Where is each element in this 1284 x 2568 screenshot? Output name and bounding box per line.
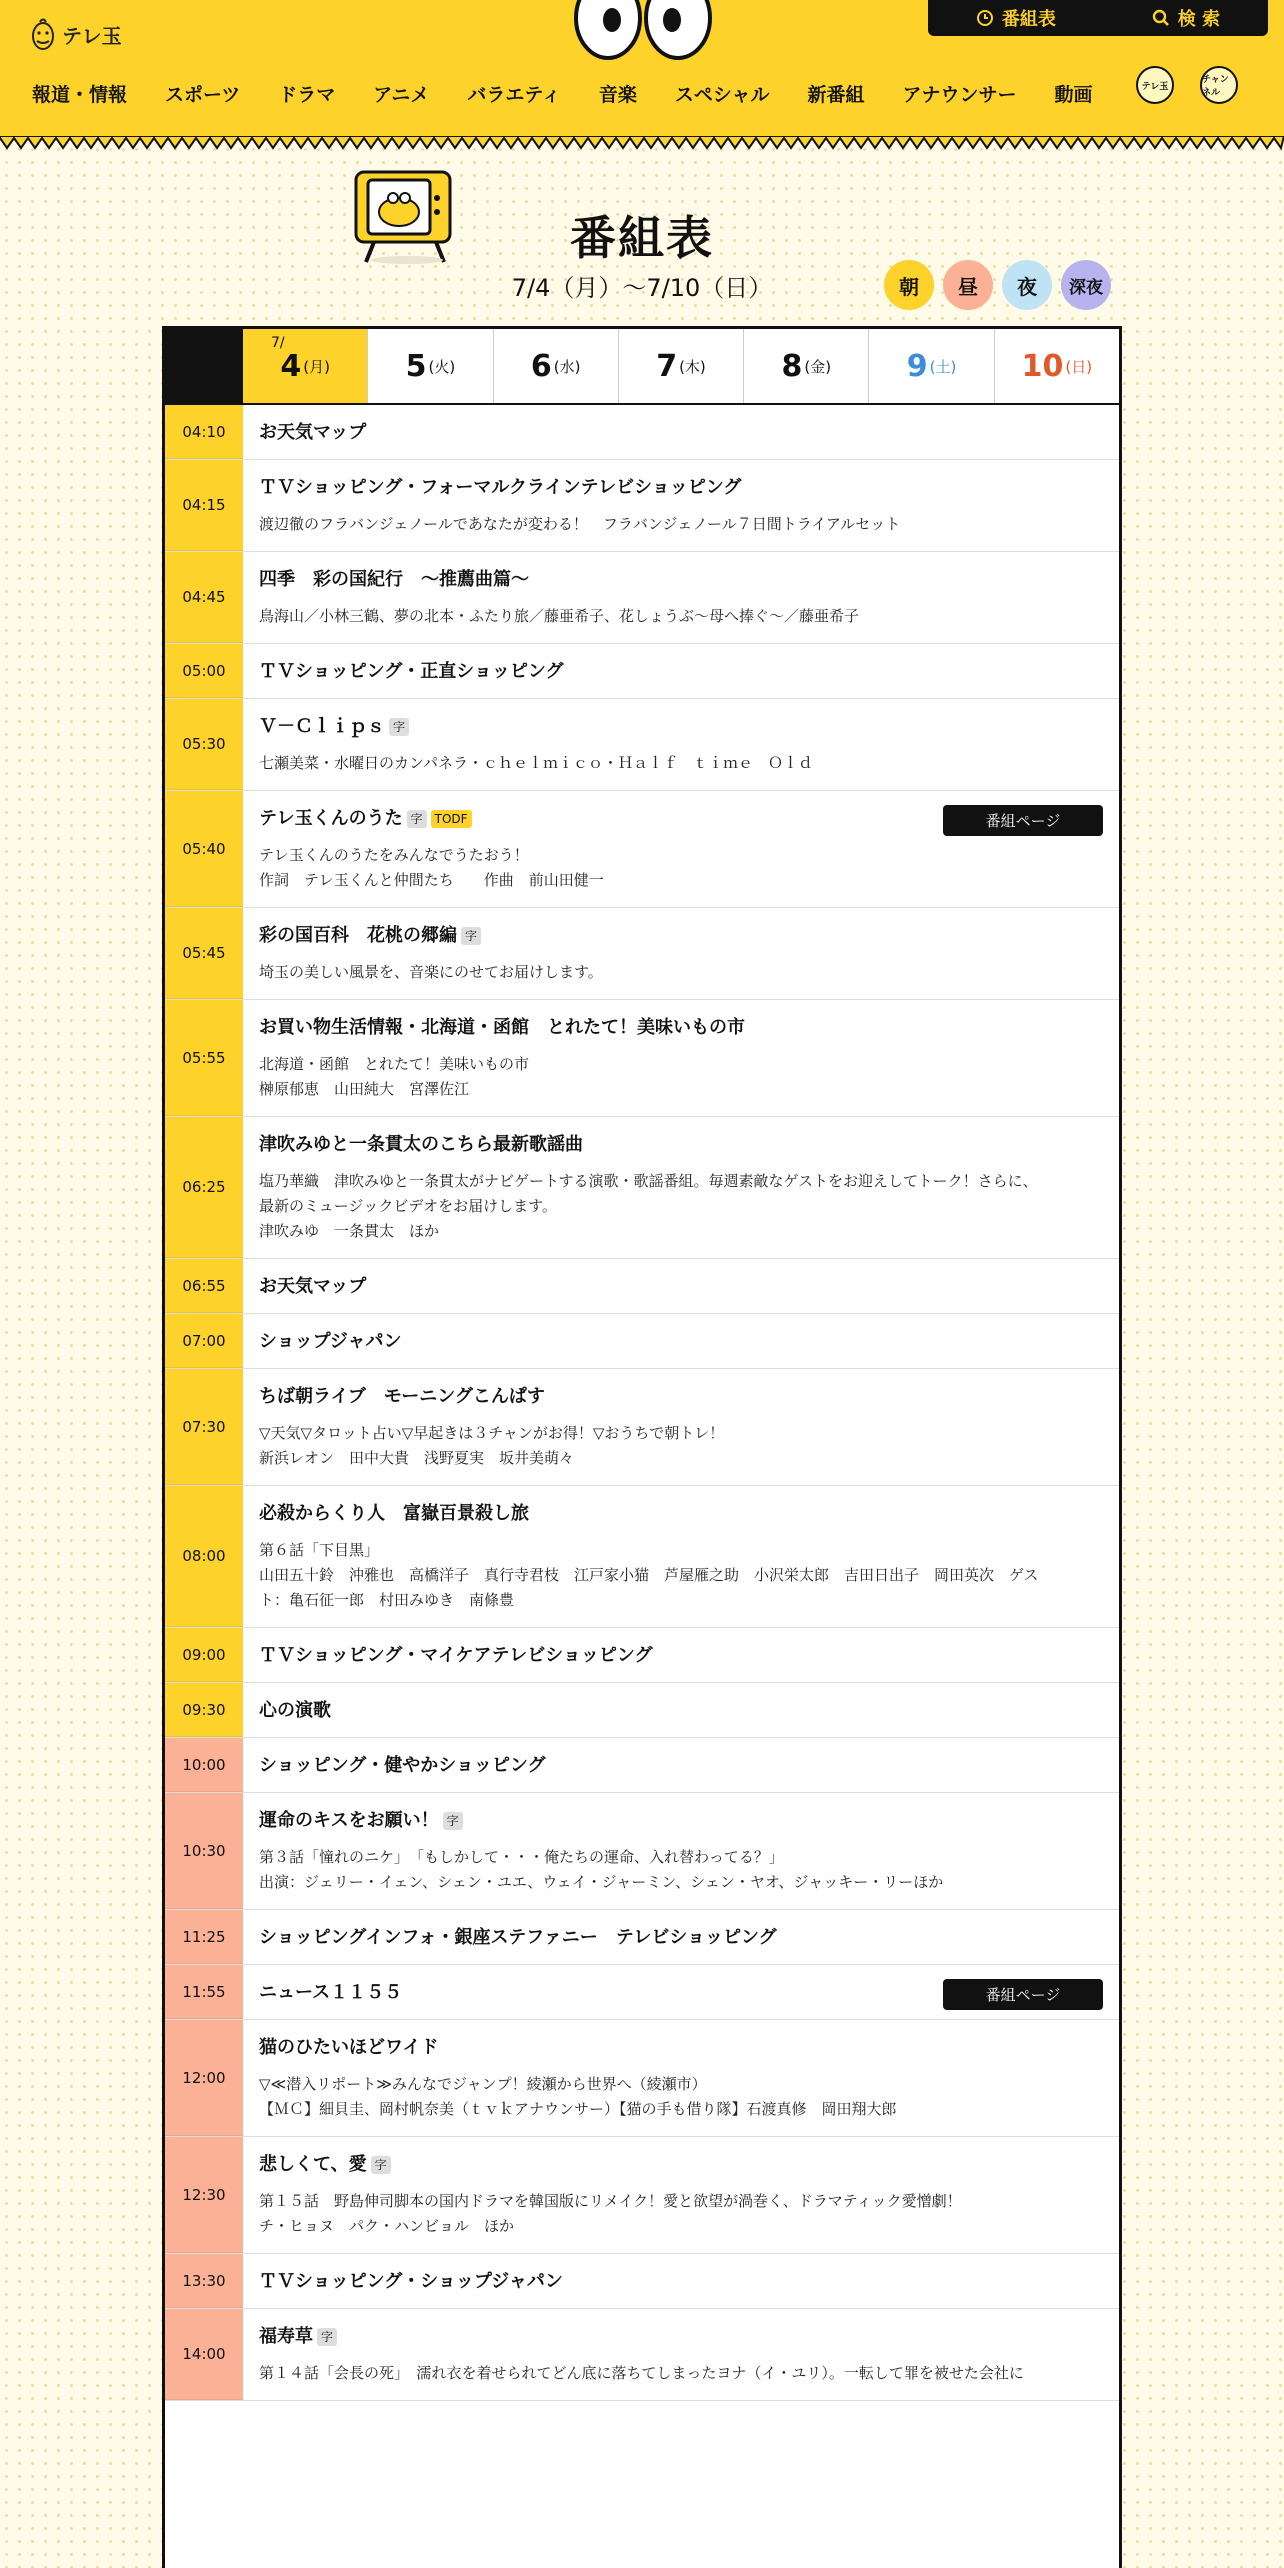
program-time: 11:25 [165,1910,243,1964]
program-title: お買い物生活情報・北海道・函館 とれたて！美味いもの市 [259,1017,745,1038]
program-title: 四季 彩の国紀行 ～推薦曲篇～ [259,569,529,590]
tod-night-button[interactable]: 夜 [1002,260,1052,310]
day-tab-sat[interactable] [868,329,993,403]
program-title-line [259,1502,1103,1526]
nav-icon-group [1136,66,1238,104]
program-time: 07:30 [165,1369,243,1485]
program-row [165,644,1119,699]
program-cell[interactable] [243,644,1119,698]
main-nav [32,80,1131,107]
program-cell[interactable] [243,1314,1119,1368]
program-row [165,460,1119,552]
program-time: 06:55 [165,1259,243,1313]
description-line: テレ玉くんのうたをみんなでうたおう！ [259,846,529,864]
program-cell[interactable] [243,1628,1119,1682]
program-title: 心の演歌 [259,1700,331,1721]
program-title-line [259,715,1103,739]
program-title-line [259,924,1103,948]
program-title: お天気マップ [259,1276,367,1297]
teletama-char-icon[interactable]: テレ玉 [1136,66,1174,104]
description-line: 埼玉の美しい風景を、音楽にのせてお届けします。 [259,963,603,981]
program-time: 11:55 [165,1965,243,2019]
program-cell[interactable] [243,1259,1119,1313]
subtitle-badge: 字 [407,810,427,828]
program-cell[interactable] [243,2254,1119,2308]
nav-item-variety[interactable]: バラエティ [467,84,561,106]
day-number: 6 [530,348,552,384]
program-title: ＴＶショッピング・フォーマルクラインテレビショッピング [259,477,742,498]
day-number: 9 [906,348,928,384]
description-line: 北海道・函館 とれたて！美味いもの市 [259,1055,530,1073]
program-cell[interactable] [243,405,1119,459]
program-row [165,1369,1119,1486]
program-row [165,1314,1119,1369]
description-line: 榊原郁恵 山田純大 宮澤佐江 [259,1080,470,1098]
program-title-line [259,476,1103,500]
description-line: 出演：ジェリー・イェン、シェン・ユエ、ウェイ・ジャーミン、シェン・ヤオ、ジャッキー・リーほか [259,1873,944,1891]
program-title: ＴＶショッピング・ショップジャパン [259,2271,563,2292]
day-tab-thu[interactable] [618,329,743,403]
day-tab-wed[interactable] [493,329,618,403]
description-line: 第６話「下目黒」 [259,1541,380,1559]
description-line: 津吹みゆ 一条貫太 ほか [259,1222,440,1240]
program-title-line [259,1754,1103,1778]
description-line: 作詞 テレ玉くんと仲間たち 作曲 前山田健一 [259,871,604,889]
program-description [259,1538,1103,1613]
day-weekday: (火) [428,357,456,376]
description-line: 新浜レオン 田中大貴 浅野夏実 坂井美萌々 [259,1449,575,1467]
program-title-line [259,568,1103,592]
site-logo[interactable] [30,16,122,52]
nav-item-video[interactable]: 動画 [1054,84,1093,106]
program-title-line [259,1699,1103,1723]
program-row [165,1793,1119,1910]
description-line: 最新のミュージックビデオをお届けします。 [259,1197,557,1215]
description-line: 七瀬美菜・水曜日のカンパネラ・ｃｈｅｌｍｉｃｏ・Ｈａｌｆ ｔｉｍｅ Ｏｌｄ [259,754,813,772]
program-time: 12:30 [165,2137,243,2253]
subtitle-badge: 字 [389,718,409,736]
program-time: 07:00 [165,1314,243,1368]
program-row [165,1738,1119,1793]
nav-item-new-programs[interactable]: 新番組 [807,84,865,106]
program-description [259,2072,1103,2122]
program-title: 津吹みゆと一条貫太のこちら最新歌謡曲 [259,1134,583,1155]
program-page-button[interactable]: 番組ページ [943,805,1103,836]
program-time: 05:55 [165,1000,243,1116]
program-row [165,791,1119,908]
search-icon [1152,9,1170,27]
program-list [165,405,1119,2401]
program-title-line [259,1385,1103,1409]
program-description [259,1845,1103,1895]
program-title: 福寿草 [259,2326,313,2347]
program-cell[interactable] [243,2309,1119,2400]
program-time: 05:00 [165,644,243,698]
tod-daytime-button[interactable]: 昼 [943,260,993,310]
program-title-line [259,1926,1103,1950]
program-title: ＴＶショッピング・正直ショッピング [259,661,564,682]
day-tab-tue[interactable] [367,329,492,403]
day-number: 10 [1021,348,1064,384]
program-time: 04:10 [165,405,243,459]
clock-icon [976,9,994,27]
program-title: 彩の国百科 花桃の郷編 [259,925,457,946]
mascot-eyes-icon [568,0,718,62]
subtitle-badge: 字 [317,2328,337,2346]
description-line: 渡辺徹のフラバンジェノールであなたが変わる！ フラバンジェノール７日間トライアルセット [259,515,901,533]
subtitle-badge: 字 [443,1812,463,1830]
program-row [165,2254,1119,2309]
schedule-link[interactable] [976,5,1056,31]
page-title: 番組表 [570,211,714,265]
program-row [165,1117,1119,1259]
program-cell[interactable] [243,908,1119,999]
nav-item-news[interactable]: 報道・情報 [32,84,128,106]
tamakun-logo-icon [30,16,56,52]
description-line: 【ＭＣ】細貝圭、岡村帆奈美（ｔｖｋアナウンサー）【猫の手も借り隊】石渡真修 岡田翔大郎 [259,2100,897,2118]
program-title: ショッピング・健やかショッピング [259,1755,546,1776]
date-range: 7/4（月）〜7/10（日） [511,274,773,302]
time-of-day-filter [884,260,1111,310]
program-row [165,552,1119,644]
description-line: 山田五十鈴 沖雅也 高橋洋子 真行寺君枝 江戸家小猫 芦屋雁之助 小沢栄太郎 吉田日出子 岡田英次 ゲス [259,1566,1039,1584]
tod-morning-button[interactable]: 朝 [884,260,934,310]
program-title: 運命のキスをお願い！ [259,1810,439,1831]
program-description [259,2189,1103,2239]
program-title-line [259,2153,1103,2177]
search-link[interactable] [1152,5,1220,31]
program-description [259,1421,1103,1471]
program-cell[interactable] [243,1000,1119,1116]
program-row [165,908,1119,1000]
program-row [165,1486,1119,1628]
day-weekday: (水) [553,357,581,376]
program-row [165,1000,1119,1117]
program-description [259,751,1103,776]
program-row [165,1628,1119,1683]
tod-latenight-button[interactable]: 深夜 [1061,260,1111,310]
program-cell[interactable] [243,1793,1119,1909]
nav-item-sports[interactable]: スポーツ [165,84,241,106]
program-time: 09:30 [165,1683,243,1737]
day-tab-fri[interactable] [743,329,868,403]
program-row [165,2309,1119,2401]
program-cell[interactable] [243,1738,1119,1792]
program-title: ショップジャパン [259,1331,402,1352]
program-time: 10:00 [165,1738,243,1792]
program-title-line [259,1809,1103,1833]
program-time: 05:30 [165,699,243,790]
program-time: 12:00 [165,2020,243,2136]
program-cell[interactable] [243,1683,1119,1737]
program-row [165,2137,1119,2254]
day-number: 5 [405,348,427,384]
program-row [165,1683,1119,1738]
program-title-line [259,421,1103,445]
program-title: お天気マップ [259,422,367,443]
program-time: 04:45 [165,552,243,643]
description-line: 第３話「憧れのニケ」 「もしかして・・・俺たちの運命、入れ替わってる？」 [259,1848,784,1866]
program-title: ショッピングインフォ・銀座ステファニー テレビショッピング [259,1927,777,1948]
program-title-line [259,2036,1103,2060]
subtitle-badge: 字 [461,927,481,945]
program-description [259,604,1103,629]
top-utility-bar [928,0,1268,36]
program-title: 猫のひたいほどワイド [259,2037,439,2058]
program-time: 13:30 [165,2254,243,2308]
program-title-line [259,2325,1103,2349]
day-weekday: (日) [1065,357,1093,376]
program-row [165,699,1119,791]
program-title: ちば朝ライブ モーニングこんぱす [259,1386,545,1407]
program-title-line [259,1133,1103,1157]
program-time: 05:45 [165,908,243,999]
description-line: 第１５話 野島伸司脚本の国内ドラマを韓国版にリメイク！愛と欲望が渦巻く、ドラマティック愛憎劇！ [259,2192,962,2210]
description-line: 第１４話「会長の死」 濡れ衣を着せられてどん底に落ちてしまったヨナ（イ・ユリ）。一転して罪を被せた会社に [259,2364,1024,2382]
program-description [259,1052,1103,1102]
day-weekday: (月) [303,357,330,376]
program-time: 14:00 [165,2309,243,2400]
description-line: ▽天気▽タロット占い▽早起きは３チャンがお得！▽おうちで朝トレ！ [259,1424,725,1442]
program-title-line [259,1644,1103,1668]
header-zigzag-edge [0,136,1284,150]
program-title: テレ玉くんのうた [259,808,403,829]
program-title: Ｖ－Ｃｌｉｐｓ [259,716,385,737]
description-line: ▽≪潜入リポート≫みんなでジャンプ！綾瀬から世界へ（綾瀬市） [259,2075,707,2093]
program-cell[interactable] [243,460,1119,551]
program-row [165,1259,1119,1314]
program-time: 09:00 [165,1628,243,1682]
program-description [259,512,1103,537]
schedule-label: 番組表 [1001,9,1056,30]
day-tab-mon[interactable] [243,329,367,403]
program-description [259,843,1103,893]
day-weekday: (金) [804,357,832,376]
day-header-corner [165,329,243,403]
program-row [165,1910,1119,1965]
day-number: 7 [656,348,678,384]
program-cell[interactable] [243,552,1119,643]
program-description [259,960,1103,985]
description-line: 塩乃華織 津吹みゆと一条貫太がナビゲートする演歌・歌謡番組。毎週素敵なゲストをお迎えしてトーク！さらに、 [259,1172,1038,1190]
program-page-button[interactable]: 番組ページ [943,1979,1103,2010]
subtitle-badge: 字 [371,2156,391,2174]
program-cell[interactable] [243,791,1119,907]
nav-item-special[interactable]: スペシャル [674,84,770,106]
program-title-line [259,2270,1103,2294]
day-month: 7/ [271,335,285,351]
program-time: 06:25 [165,1117,243,1258]
program-cell[interactable] [243,2137,1119,2253]
description-line: 鳥海山／小林三鶴、夢の北本・ふたり旅／藤亜希子、花しょうぶ～母へ捧ぐ～／藤亜希子 [259,607,860,625]
program-cell[interactable] [243,1117,1119,1258]
day-weekday: (木) [679,357,706,376]
program-title: ニュース１１５５ [259,1982,403,2003]
program-cell[interactable] [243,1369,1119,1485]
program-row [165,1965,1119,2020]
nav-item-anime[interactable]: アニメ [373,84,430,106]
day-tabs [165,329,1119,405]
program-title-line [259,1275,1103,1299]
nav-item-drama[interactable]: ドラマ [278,84,336,106]
logo-text: テレ玉 [62,23,122,48]
program-title: ＴＶショッピング・マイケアテレビショッピング [259,1645,653,1666]
program-row [165,2020,1119,2137]
day-weekday: (土) [929,357,957,376]
program-title-line [259,1330,1103,1354]
program-cell[interactable] [243,1965,1119,2019]
channel-app-icon[interactable]: チャンネル [1200,66,1238,104]
program-time: 04:15 [165,460,243,551]
schedule-table [162,326,1122,2568]
program-cell[interactable] [243,699,1119,790]
search-label: 検 索 [1177,9,1221,30]
program-title-line [259,660,1103,684]
program-title: 必殺からくり人 富嶽百景殺し旅 [259,1503,529,1524]
program-title-line [259,1016,1103,1040]
program-title: 悲しくて、愛 [259,2154,367,2175]
program-row [165,405,1119,460]
program-time: 05:40 [165,791,243,907]
program-cell[interactable] [243,1910,1119,1964]
program-time: 08:00 [165,1486,243,1627]
program-cell[interactable] [243,1486,1119,1627]
site-header [0,0,1284,140]
program-time: 10:30 [165,1793,243,1909]
description-line: チ・ヒョヌ パク・ハンビョル ほか [259,2217,515,2235]
todf-badge: TODF [431,810,472,828]
program-cell[interactable] [243,2020,1119,2136]
program-description [259,2361,1103,2386]
day-number: 8 [781,348,803,384]
day-tab-sun[interactable] [994,329,1119,403]
description-line: ト：亀石征一郎 村田みゆき 南條豊 [259,1591,515,1609]
nav-item-announcers[interactable]: アナウンサー [902,84,1017,106]
day-number: 4 [280,348,302,384]
program-description [259,1169,1103,1244]
nav-item-music[interactable]: 音楽 [598,84,637,106]
